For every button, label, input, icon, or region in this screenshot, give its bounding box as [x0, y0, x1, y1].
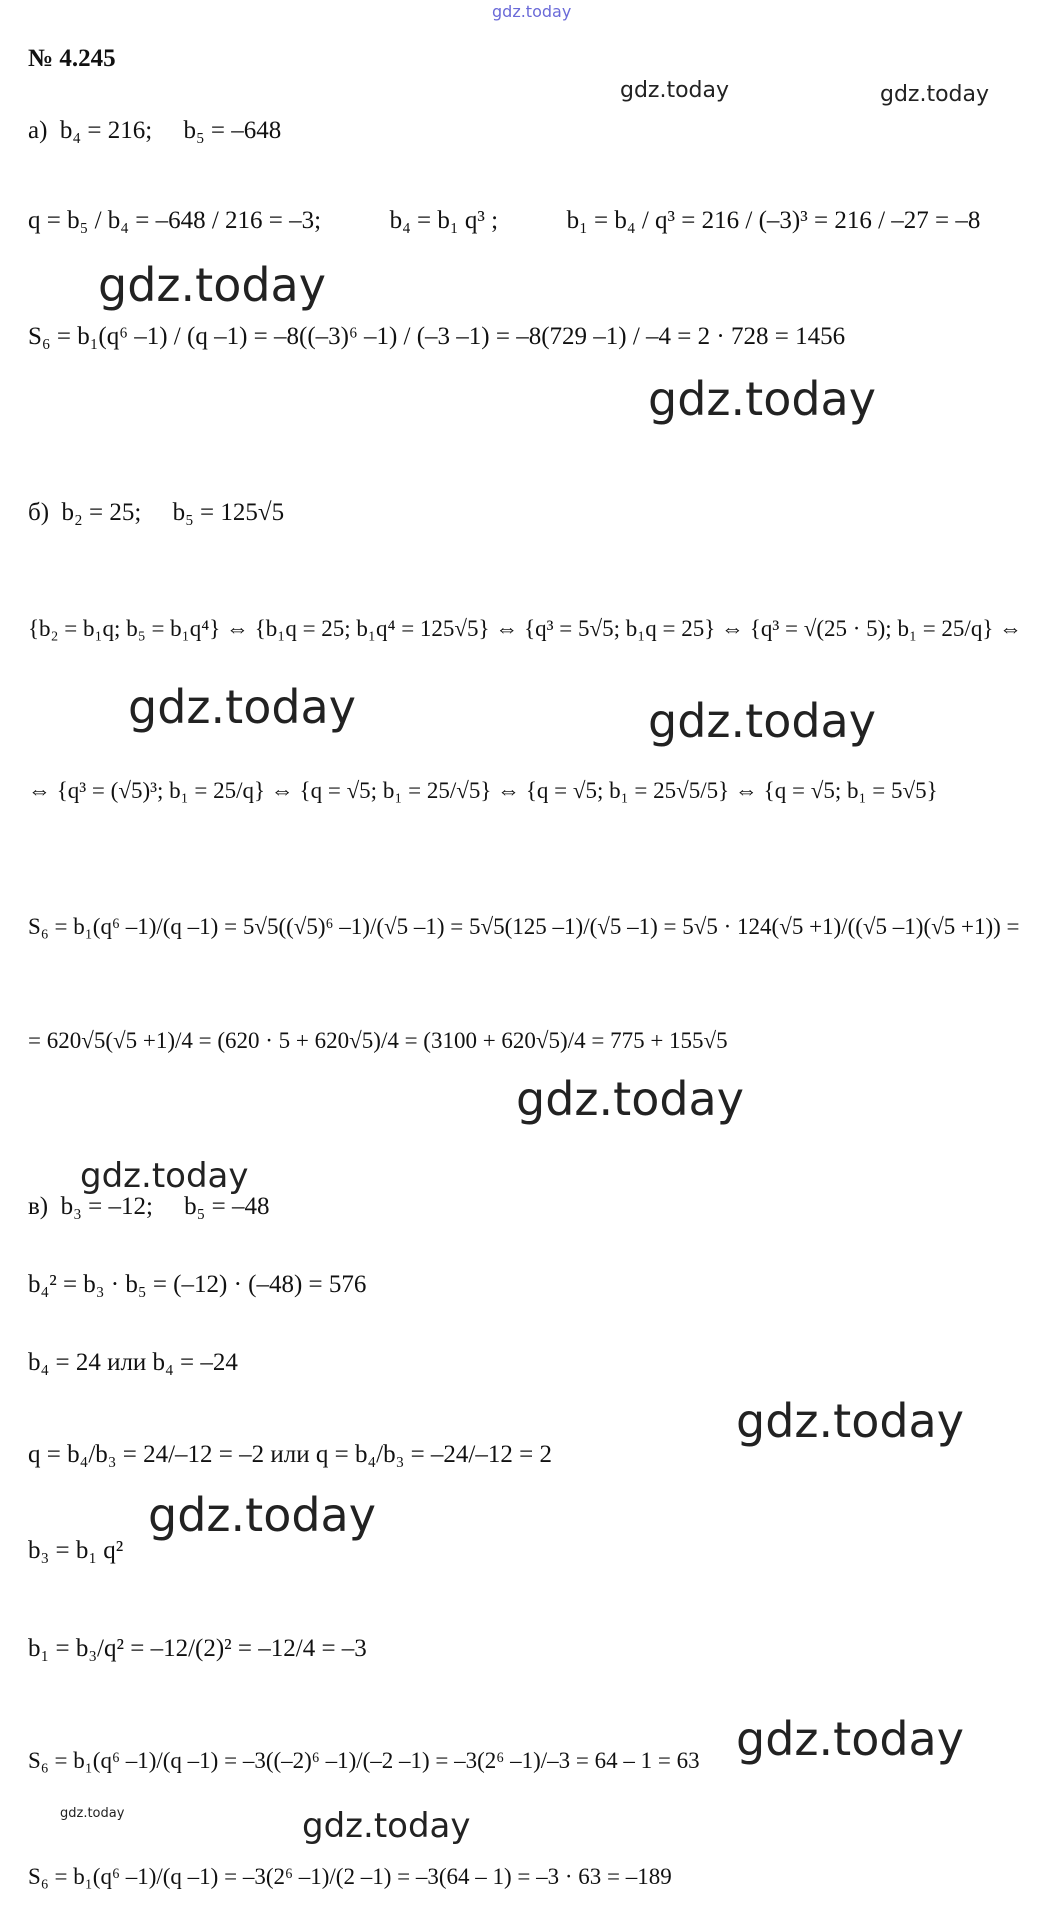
- watermark: gdz.today: [516, 1072, 744, 1126]
- part-b-given-1: b₂ = 25;: [61, 499, 142, 526]
- watermark: gdz.today: [302, 1806, 471, 1846]
- watermark: gdz.today: [98, 258, 326, 312]
- part-v-s6-first: S₆ = b₁(q⁶ –1)/(q –1) = –3((–2)⁶ –1)/(–2 –1) = –3(2⁶ –1)/–3 = 64 – 1 = 63: [28, 1748, 700, 1773]
- part-v-given: [28, 1192, 269, 1222]
- part-a-q-eq: q = b₅ / b₄ = –648 / 216 = –3;: [28, 207, 322, 234]
- watermark: gdz.today: [60, 1806, 125, 1821]
- header-watermark: gdz.today: [492, 2, 572, 21]
- watermark: gdz.today: [128, 680, 356, 734]
- part-v-label: в): [28, 1193, 49, 1220]
- part-b-system-line-2: ⇔ {q³ = (√5)³; b₁ = 25/q} ⇔ {q = √5; b₁ = 25/√5} ⇔ {q = √5; b₁ = 25√5/5} ⇔ {q = √5; b₁ = 5√5}: [28, 778, 938, 803]
- part-v-b4-squared: b₄² = b₃ · b₅ = (–12) · (–48) = 576: [28, 1271, 367, 1298]
- part-v-s6-second: S₆ = b₁(q⁶ –1)/(q –1) = –3(2⁶ –1)/(2 –1) = –3(64 – 1) = –3 · 63 = –189: [28, 1864, 672, 1889]
- part-v-q-values: q = b₄/b₃ = 24/–12 = –2 или q = b₄/b₃ = –24/–12 = 2: [28, 1441, 552, 1468]
- watermark: gdz.today: [620, 78, 730, 103]
- part-v-b3-formula: b₃ = b₁ q²: [28, 1537, 124, 1564]
- watermark: gdz.today: [148, 1488, 376, 1542]
- part-b-s6-line-2: = 620√5(√5 +1)/4 = (620 · 5 + 620√5)/4 = (3100 + 620√5)/4 = 775 + 155√5: [28, 1028, 728, 1053]
- watermark: gdz.today: [736, 1394, 964, 1448]
- part-v-given-2: b₅ = –48: [184, 1193, 270, 1220]
- watermark: gdz.today: [648, 372, 876, 426]
- part-a-given: [28, 116, 281, 146]
- part-a-b1-eq: b₁ = b₄ / q³ = 216 / (–3)³ = 216 / –27 = –8: [566, 207, 981, 234]
- part-b-given: [28, 498, 284, 528]
- part-a-given-1: b₄ = 216;: [59, 117, 153, 144]
- part-v-b1-equation: b₁ = b₃/q² = –12/(2)² = –12/4 = –3: [28, 1635, 367, 1662]
- watermark: gdz.today: [736, 1712, 964, 1766]
- part-a-s6-equation: S₆ = b₁(q⁶ –1) / (q –1) = –8((–3)⁶ –1) / (–3 –1) = –8(729 –1) / –4 = 2 · 728 = 1456: [28, 323, 846, 350]
- part-b-system-line-1: {b₂ = b₁q; b₅ = b₁q⁴} ⇔ {b₁q = 25; b₁q⁴ = 125√5} ⇔ {q³ = 5√5; b₁q = 25} ⇔ {q³ = √(25 · 5); b₁ = 25/q} ⇔: [28, 616, 1023, 641]
- problem-number: № 4.245: [28, 45, 116, 72]
- watermark: gdz.today: [80, 1156, 249, 1196]
- part-v-b4-values: b₄ = 24 или b₄ = –24: [28, 1349, 238, 1376]
- part-a-label: а): [28, 117, 48, 144]
- part-a-b4-formula: b₄ = b₁ q³ ;: [389, 207, 499, 234]
- part-b-label: б): [28, 499, 50, 526]
- part-a-q-equation: [28, 206, 980, 236]
- part-b-s6-line-1: S₆ = b₁(q⁶ –1)/(q –1) = 5√5((√5)⁶ –1)/(√5 –1) = 5√5(125 –1)/(√5 –1) = 5√5 · 124(√5 +1)/((√5 –1)(√5 +1)) =: [28, 914, 1020, 939]
- part-b-given-2: b₅ = 125√5: [172, 499, 285, 526]
- part-a-given-2: b₅ = –648: [183, 117, 282, 144]
- part-v-given-1: b₃ = –12;: [60, 1193, 153, 1220]
- watermark: gdz.today: [648, 694, 876, 748]
- watermark: gdz.today: [880, 82, 990, 107]
